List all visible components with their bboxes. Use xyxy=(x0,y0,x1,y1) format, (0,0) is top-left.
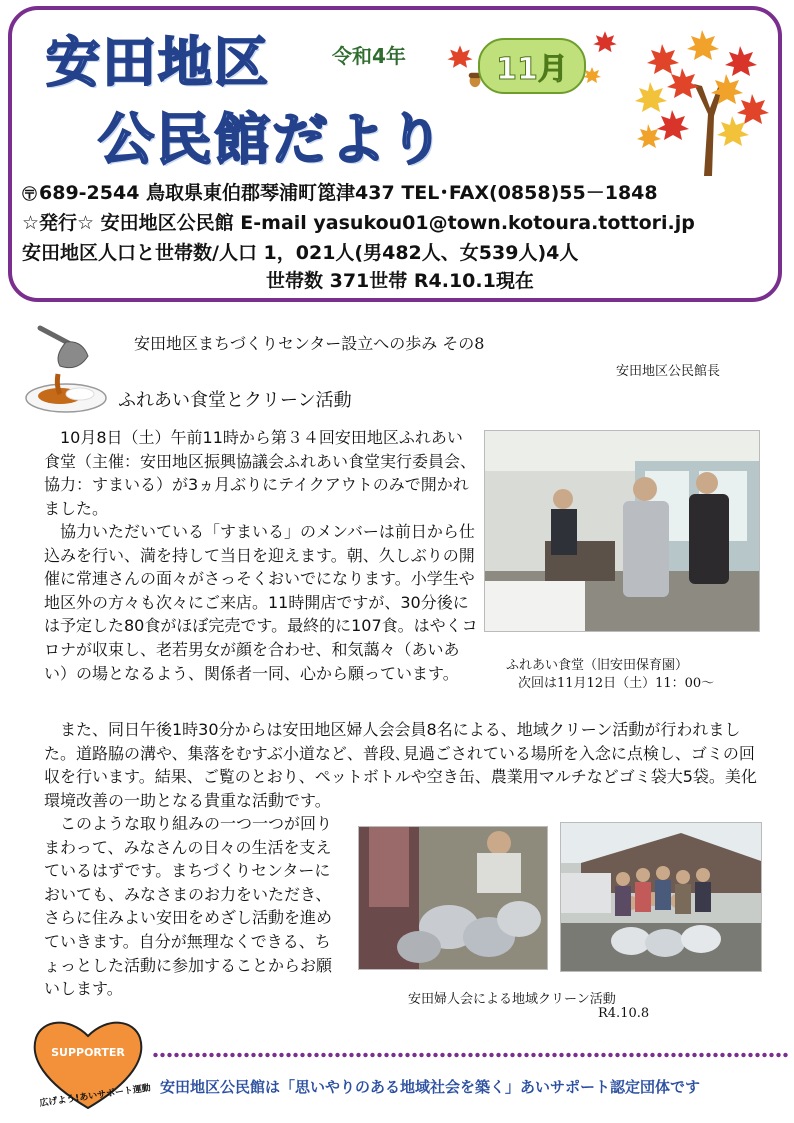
article-paragraph-1: 10月8日（土）午前11時から第３４回安田地区ふれあい食堂（主催：安田地区振興協議会ふれあい食堂実行委員会、協力：すまいる）が3ヵ月ぶりにテイクアウトのみで開かれました。 xyxy=(44,428,477,518)
cleanup-bags-photo xyxy=(358,826,548,970)
household-line: 世帯数 371世帯 R4.10.1現在 xyxy=(266,270,534,292)
dining-photo-caption-1: ふれあい食堂（旧安田保育園） xyxy=(506,658,689,673)
newsletter-title-line2: 公民館だより xyxy=(98,108,446,173)
postal-mark-icon: 〶 xyxy=(22,185,38,203)
maple-leaf-icon xyxy=(592,30,618,56)
cleanup-group-photo xyxy=(560,822,762,972)
era-label: 令和4年 xyxy=(332,44,406,68)
article-paragraph-2: また、同日午後1時30分からは安田地区婦人会会員8名による、地域クリーン活動が行われました。道路脇の溝や、集落をむすぶ小道など、普段､見過ごされている場所を入念に点検し、ゴミの回収を行います。結果、ご覧のとおり、ペットボトルや空き缶、農業用マルチなどゴミ袋大5袋。美化環境改善の一助となる貴重な活動です。 xyxy=(44,720,757,810)
newsletter-title-line1: 安田地区 xyxy=(46,31,270,94)
article-paragraph-3: このような取り組みの一つ一つが回りまわって、みなさんの日々の生活を支えているはずです。まちづくりセンターにおいても、みなさまのお力をいただき、さらに住みよい安田をめざし活動を進めていきます。自分が無理なくできる、ちょっとした活動に参加することからお願いします。 xyxy=(44,814,333,999)
footer-statement: 安田地区公民館は「思いやりのある地域社会を築く」あいサポート認定団体です xyxy=(160,1078,701,1096)
article-subheading: ふれあい食堂とクリーン活動 xyxy=(118,390,352,411)
month-badge: 11月 xyxy=(478,38,586,94)
dining-photo xyxy=(484,430,760,632)
cleanup-photo-caption-2: R4.10.8 xyxy=(598,1006,650,1021)
badge-text: SUPPORTER xyxy=(51,1046,125,1059)
author-label: 安田地区公民館長 xyxy=(616,364,721,379)
heart-supporter-icon xyxy=(24,1012,152,1116)
cleanup-photo-caption-1: 安田婦人会による地域クリーン活動 xyxy=(408,992,616,1007)
population-line: 安田地区人口と世帯数/人口 1，021人(男482人、女539人)4人 xyxy=(22,242,579,264)
autumn-tree-icon xyxy=(632,24,772,176)
article-paragraph-1b: 協力いただいている「すまいる」のメンバーは前日から仕込みを行い、満を持して当日を迎えます。朝、久しぶりの開催に常連さんの面々がさっそくおいでになります。小学生や地区外の方々も次々にご来店。11時開店ですが、30分後には予定した80食がほぼ完売です。最終的に107食。はやくコロナが収束し、老若男女が顔を合わせ、和気藹々（あいあい）の場となるよう、関係者一同、心から願っています。 xyxy=(44,522,478,683)
footer-dotted-divider xyxy=(152,1052,790,1058)
maple-leaf-icon xyxy=(446,44,474,72)
ladle-curry-icon xyxy=(20,322,120,418)
publisher-line: ☆発行☆ 安田地区公民館 E-mail yasukou01@town.kotoura.tottori.jp xyxy=(22,212,695,234)
badge-slogan: 広げよう!あいサポート運動 xyxy=(39,1083,152,1109)
contact-text: 689-2544 鳥取県東伯郡琴浦町箆津437 TEL･FAX(0858)55－1848 xyxy=(39,182,658,204)
contact-line xyxy=(22,178,658,205)
dining-photo-caption-2: 次回は11月12日（土）11：00～ xyxy=(518,676,715,691)
series-title: 安田地区まちづくりセンター設立への歩み その8 xyxy=(134,334,485,353)
